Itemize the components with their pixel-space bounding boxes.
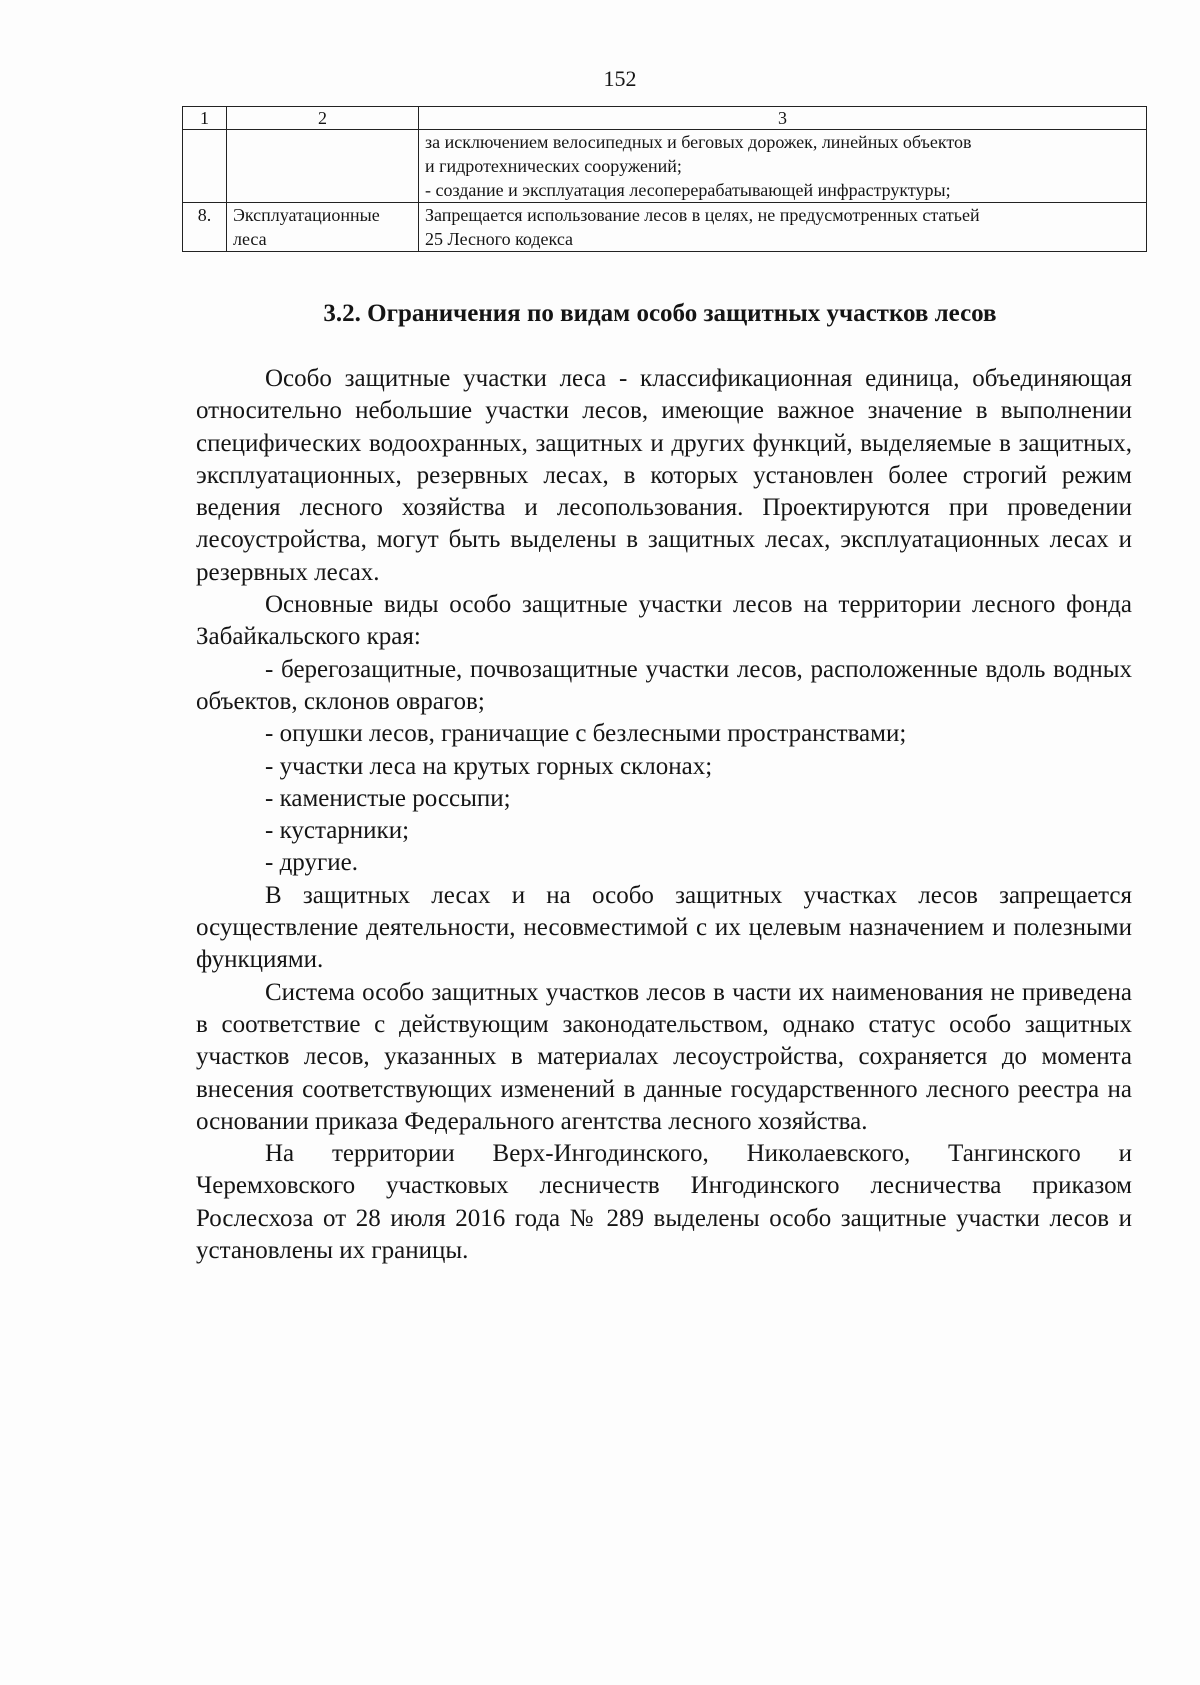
table-header-row [183, 107, 1147, 130]
table-cell-line: - создание и эксплуатация лесоперерабатывающей инфраструктуры; [425, 180, 951, 200]
page-number: 152 [603, 66, 637, 91]
table-cell-restrictions [419, 130, 1147, 203]
body-text [196, 363, 1132, 1267]
paragraph: Система особо защитных участков лесов в части их наименования не приведена в соответствие с действующим законодательством, однако статус особо защитных участков лесов, указанных в материалах лесоустройства, сохраняется до момента внесения соответствующих изменений в данные государственного лесного реестра на основании приказа Федерального агентства лесного хозяйства. [196, 978, 1132, 1135]
table-cell-line: леса [233, 229, 267, 249]
list-item: - участки леса на крутых горных склонах; [265, 752, 713, 780]
table-cell-forest-type [227, 203, 419, 252]
table-cell-number [183, 130, 227, 203]
table-header-cell: 2 [227, 107, 419, 130]
table-cell-line: за исключением велосипедных и беговых дорожек, линейных объектов [425, 132, 972, 152]
table-cell-line: Эксплуатационные [233, 205, 380, 225]
table-row-continued [183, 130, 1147, 203]
restrictions-table [182, 106, 1147, 252]
table-cell-line: 25 Лесного кодекса [425, 229, 574, 249]
table-cell-forest-type [227, 130, 419, 203]
list-item: - каменистые россыпи; [265, 784, 511, 812]
list-item: - другие. [265, 849, 358, 877]
table-header-cell: 1 [183, 107, 227, 130]
section-title: 3.2. Ограничения по видам особо защитных участков лесов [323, 300, 997, 327]
list-item: - опушки лесов, граничащие с безлесными пространствами; [265, 720, 907, 748]
paragraph: На территории Верх-Ингодинского, Николаевского, Тангинского и Черемховского участковых лесничеств Ингодинского лесничества приказом Рослесхоза от 28 июля 2016 года № 289 выделены особо защитные участки лесов и установлены их границы. [196, 1140, 1132, 1265]
table-cell-restrictions [419, 203, 1147, 252]
paragraph: Особо защитные участки леса - классификационная единица, объединяющая относительно небольшие участки лесов, имеющие важное значение в выполнении специфических водоохранных, защитных и других функций, выделяемые в защитных, эксплуатационных, резервных лесах, в которых установлен более строгий режим ведения лесного хозяйства и лесопользования. Проектируются при проведении лесоустройства, могут быть выделены в защитных лесах, эксплуатационных лесах и резервных лесах. [196, 365, 1132, 586]
list-item: - берегозащитные, почвозащитные участки лесов, расположенные вдоль водных объектов, склонов оврагов; [196, 655, 1132, 715]
list-item: - кустарники; [265, 817, 410, 845]
table-cell-line: и гидротехнических сооружений; [425, 156, 682, 176]
paragraph: Основные виды особо защитные участки лесов на территории лесного фонда Забайкальского края: [196, 591, 1132, 651]
table-header-cell: 3 [419, 107, 1147, 130]
table-cell-number: 8. [183, 203, 227, 252]
table-cell-line: Запрещается использование лесов в целях, не предусмотренных статьей [425, 205, 980, 225]
table-row-8 [183, 203, 1147, 252]
paragraph: В защитных лесах и на особо защитных участках лесов запрещается осуществление деятельности, несовместимой с их целевым назначением и полезными функциями. [196, 881, 1132, 974]
